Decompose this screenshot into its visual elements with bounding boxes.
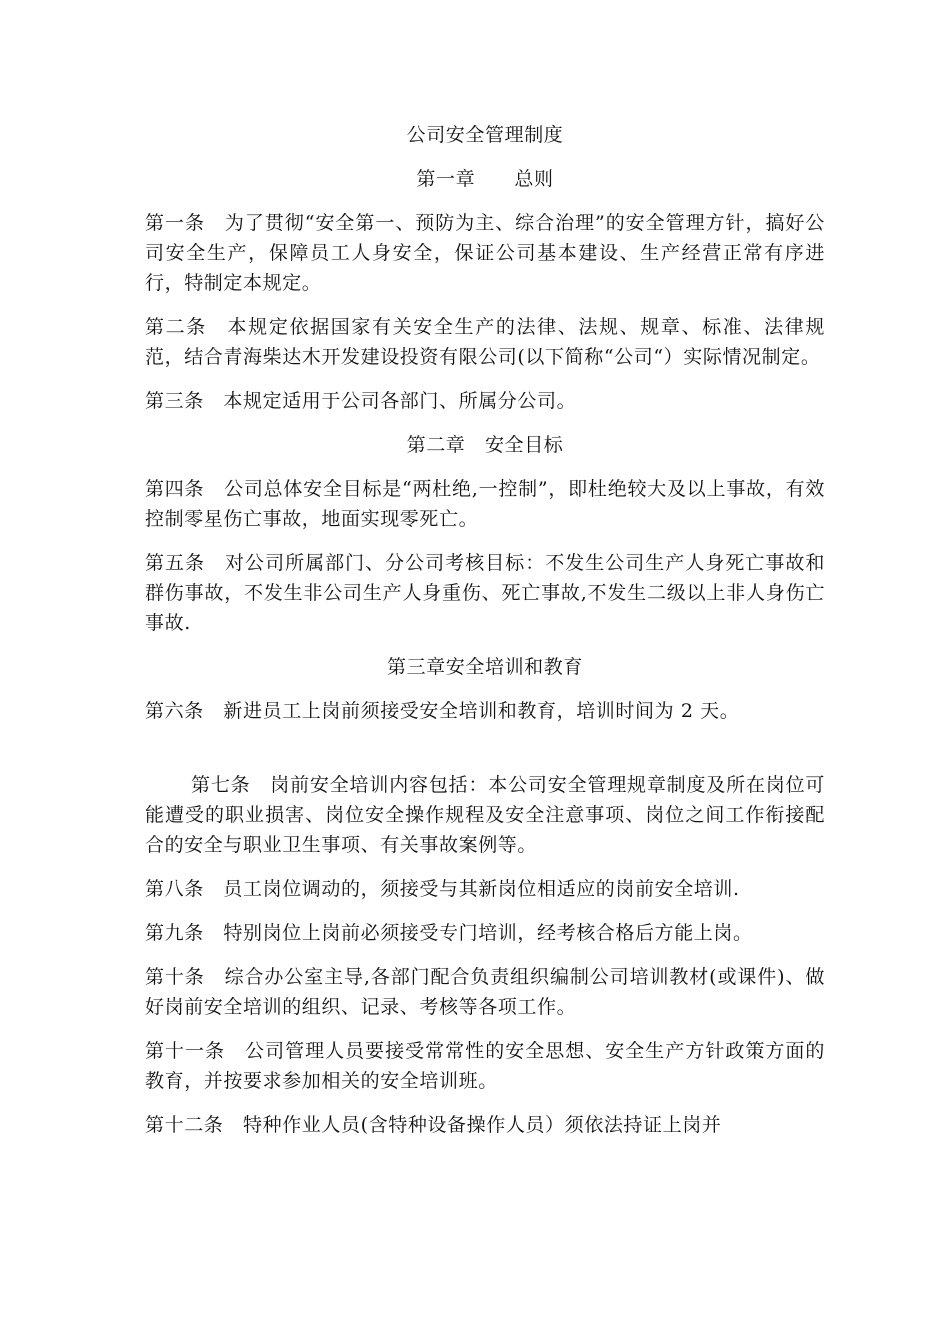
article-8: 第八条 员工岗位调动的，须接受与其新岗位相适应的岗前安全培训. <box>145 878 740 900</box>
article-10: 第十条 综合办公室主导,各部门配合负责组织编制公司培训教材(或课件)、做好岗前安全培训的组织、记录、考核等各项工作。 <box>145 966 825 1018</box>
chapter-heading-1: 第一章 总则 <box>416 168 554 190</box>
chapter-heading-3: 第三章安全培训和教育 <box>386 656 583 678</box>
article-6: 第六条 新进员工上岗前须接受安全培训和教育，培训时间为 2 天。 <box>145 700 740 722</box>
article-5: 第五条 对公司所属部门、分公司考核目标：不发生公司生产人身死亡事故和群伤事故，不发生非公司生产人身重伤、死亡事故,不发生二级以上非人身伤亡事故. <box>145 552 825 634</box>
article-12: 第十二条 特种作业人员(含特种设备操作人员）须依法持证上岗并 <box>145 1114 722 1136</box>
article-3: 第三条 本规定适用于公司各部门、所属分公司。 <box>145 390 577 412</box>
article-2: 第二条 本规定依据国家有关安全生产的法律、法规、规章、标准、法律规范，结合青海柴达木开发建设投资有限公司(以下简称“公司“）实际情况制定。 <box>145 316 825 368</box>
article-4: 第四条 公司总体安全目标是“两杜绝,一控制”，即杜绝较大及以上事故，有效控制零星伤亡事故，地面实现零死亡。 <box>145 478 825 530</box>
article-9: 第九条 特别岗位上岗前必须接受专门培训，经考核合格后方能上岗。 <box>145 922 753 944</box>
chapter-heading-2: 第二章 安全目标 <box>406 434 564 456</box>
article-1: 第一条 为了贯彻“安全第一、预防为主、综合治理”的安全管理方针，搞好公司安全生产，保障员工人身安全，保证公司基本建设、生产经营正常有序进行，特制定本规定。 <box>145 212 825 294</box>
article-7: 第七条 岗前安全培训内容包括：本公司安全管理规章制度及所在岗位可能遭受的职业损害、岗位安全操作规程及安全注意事项、岗位之间工作衔接配合的安全与职业卫生事项、有关事故案例等。 <box>145 774 825 856</box>
document-title: 公司安全管理制度 <box>406 124 564 146</box>
article-11: 第十一条 公司管理人员要接受常常性的安全思想、安全生产方针政策方面的教育，并按要求参加相关的安全培训班。 <box>145 1040 825 1092</box>
document-body <box>145 120 825 1154</box>
